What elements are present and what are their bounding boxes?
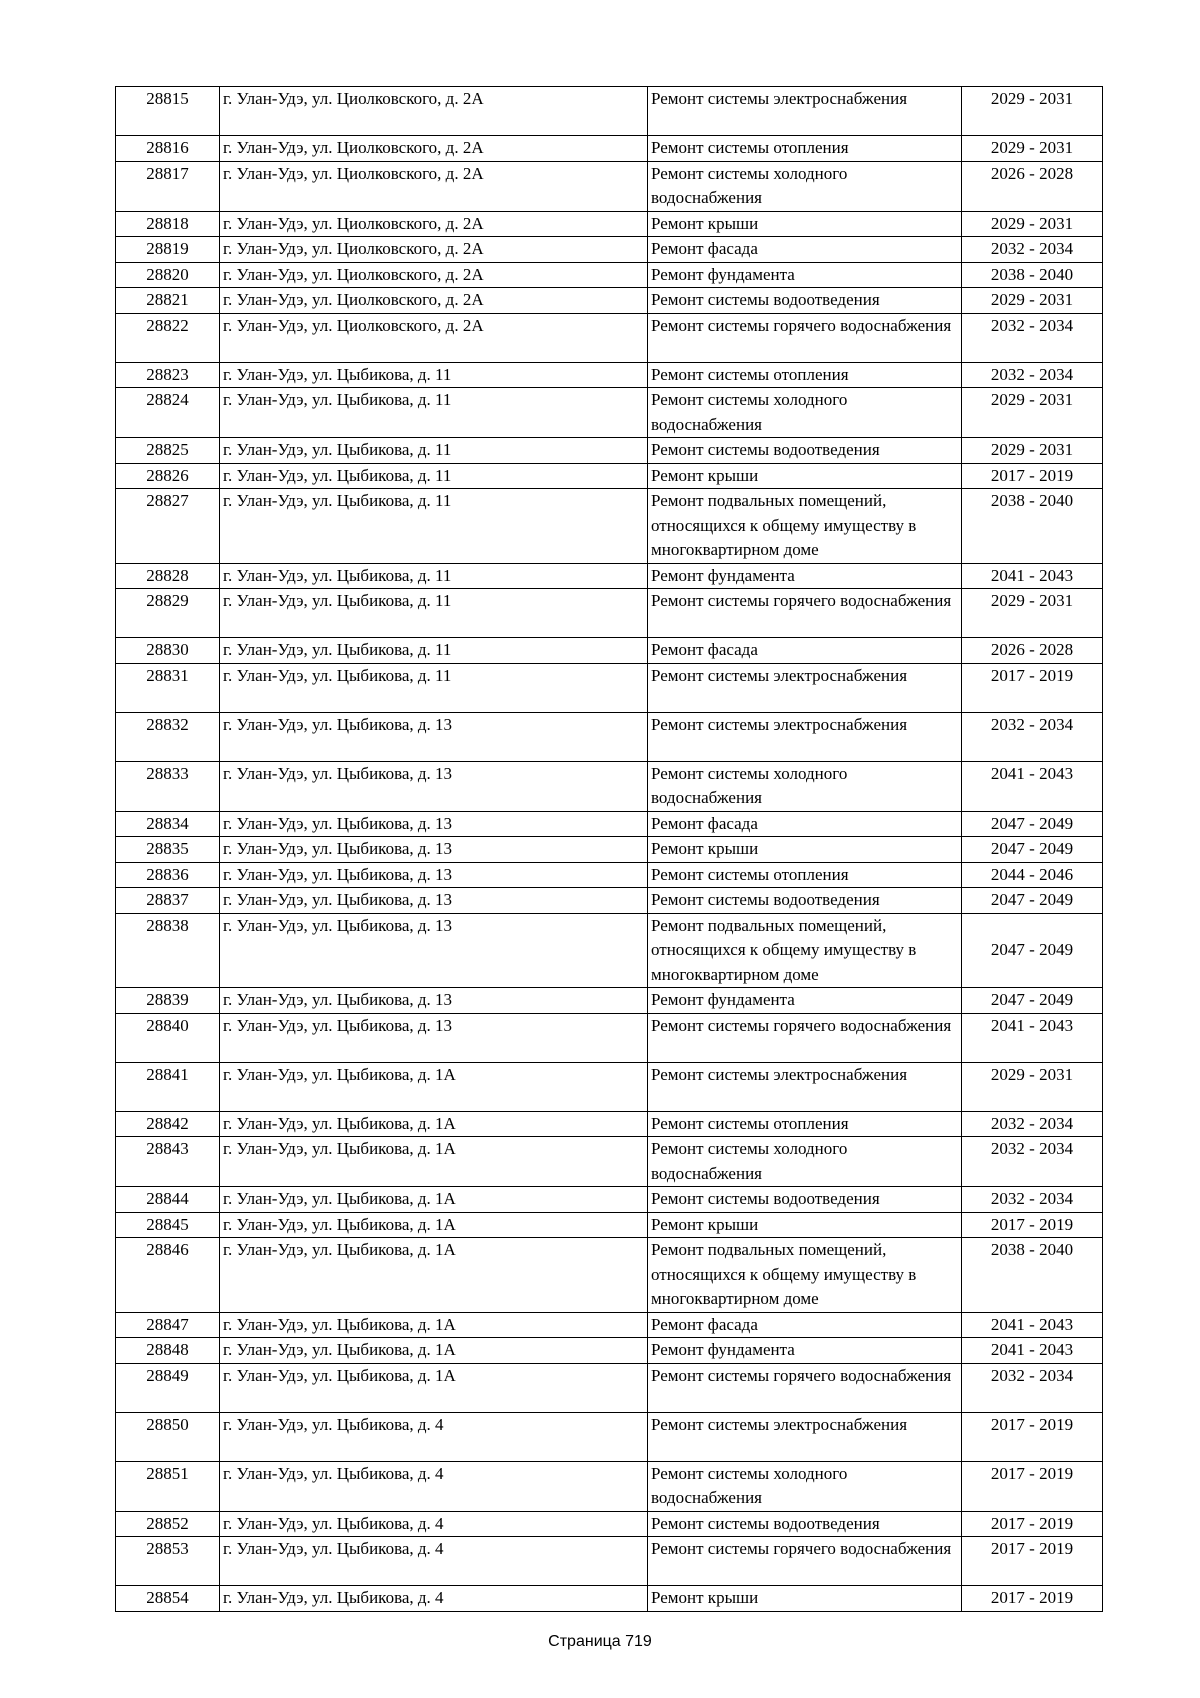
work-type-cell: Ремонт крыши [648, 1212, 962, 1238]
address-cell: г. Улан-Удэ, ул. Циолковского, д. 2А [220, 262, 648, 288]
work-type-cell: Ремонт подвальных помещений, относящихся к общему имуществу в многоквартирном доме [648, 489, 962, 564]
period-cell: 2041 - 2043 [962, 1312, 1103, 1338]
table-row [116, 463, 1103, 489]
work-type-cell: Ремонт крыши [648, 837, 962, 863]
work-type-cell: Ремонт фасада [648, 1312, 962, 1338]
work-type-cell: Ремонт системы горячего водоснабжения [648, 1363, 962, 1412]
table-row [116, 1511, 1103, 1537]
address-cell: г. Улан-Удэ, ул. Циолковского, д. 2А [220, 237, 648, 263]
address-cell: г. Улан-Удэ, ул. Циолковского, д. 2А [220, 211, 648, 237]
work-type-cell: Ремонт системы водоотведения [648, 438, 962, 464]
row-number-cell: 28854 [116, 1586, 220, 1612]
table-row [116, 1137, 1103, 1187]
period-cell: 2029 - 2031 [962, 211, 1103, 237]
table-row [116, 761, 1103, 811]
row-number-cell: 28829 [116, 589, 220, 638]
address-cell: г. Улан-Удэ, ул. Цыбикова, д. 1А [220, 1212, 648, 1238]
work-type-cell: Ремонт системы холодного водоснабжения [648, 1137, 962, 1187]
period-cell: 2017 - 2019 [962, 1537, 1103, 1586]
address-cell: г. Улан-Удэ, ул. Цыбикова, д. 13 [220, 761, 648, 811]
row-number-cell: 28820 [116, 262, 220, 288]
period-cell: 2041 - 2043 [962, 761, 1103, 811]
row-number-cell: 28822 [116, 313, 220, 362]
row-number-cell: 28843 [116, 1137, 220, 1187]
table-row [116, 1461, 1103, 1511]
address-cell: г. Улан-Удэ, ул. Цыбикова, д. 4 [220, 1412, 648, 1461]
row-number-cell: 28828 [116, 563, 220, 589]
table-row [116, 888, 1103, 914]
work-type-cell: Ремонт системы электроснабжения [648, 1412, 962, 1461]
work-type-cell: Ремонт системы холодного водоснабжения [648, 388, 962, 438]
work-type-cell: Ремонт фасада [648, 638, 962, 664]
row-number-cell: 28830 [116, 638, 220, 664]
table-row [116, 1586, 1103, 1612]
address-cell: г. Улан-Удэ, ул. Цыбикова, д. 1А [220, 1137, 648, 1187]
work-type-cell: Ремонт системы отопления [648, 862, 962, 888]
work-type-cell: Ремонт системы холодного водоснабжения [648, 161, 962, 211]
table-row [116, 837, 1103, 863]
table-row [116, 211, 1103, 237]
period-cell: 2038 - 2040 [962, 489, 1103, 564]
table-row [116, 1187, 1103, 1213]
work-type-cell: Ремонт системы отопления [648, 136, 962, 162]
table-row [116, 663, 1103, 712]
period-cell: 2017 - 2019 [962, 1461, 1103, 1511]
table-row [116, 161, 1103, 211]
period-cell: 2029 - 2031 [962, 388, 1103, 438]
period-cell: 2047 - 2049 [962, 913, 1103, 988]
period-cell: 2032 - 2034 [962, 1111, 1103, 1137]
address-cell: г. Улан-Удэ, ул. Цыбикова, д. 13 [220, 712, 648, 761]
address-cell: г. Улан-Удэ, ул. Цыбикова, д. 1А [220, 1062, 648, 1111]
row-number-cell: 28845 [116, 1212, 220, 1238]
table-row [116, 862, 1103, 888]
table-row [116, 638, 1103, 664]
row-number-cell: 28821 [116, 288, 220, 314]
address-cell: г. Улан-Удэ, ул. Цыбикова, д. 11 [220, 489, 648, 564]
row-number-cell: 28835 [116, 837, 220, 863]
table-row [116, 589, 1103, 638]
address-cell: г. Улан-Удэ, ул. Цыбикова, д. 11 [220, 663, 648, 712]
work-type-cell: Ремонт системы электроснабжения [648, 712, 962, 761]
work-type-cell: Ремонт крыши [648, 211, 962, 237]
work-type-cell: Ремонт системы отопления [648, 362, 962, 388]
table-row [116, 1363, 1103, 1412]
work-type-cell: Ремонт системы холодного водоснабжения [648, 761, 962, 811]
row-number-cell: 28847 [116, 1312, 220, 1338]
period-cell: 2032 - 2034 [962, 313, 1103, 362]
row-number-cell: 28846 [116, 1238, 220, 1313]
address-cell: г. Улан-Удэ, ул. Цыбикова, д. 1А [220, 1338, 648, 1364]
address-cell: г. Улан-Удэ, ул. Циолковского, д. 2А [220, 136, 648, 162]
table-row [116, 988, 1103, 1014]
period-cell: 2032 - 2034 [962, 237, 1103, 263]
table-row [116, 87, 1103, 136]
work-type-cell: Ремонт системы электроснабжения [648, 87, 962, 136]
period-cell: 2038 - 2040 [962, 1238, 1103, 1313]
work-type-cell: Ремонт системы холодного водоснабжения [648, 1461, 962, 1511]
address-cell: г. Улан-Удэ, ул. Цыбикова, д. 4 [220, 1461, 648, 1511]
period-cell: 2017 - 2019 [962, 1511, 1103, 1537]
row-number-cell: 28819 [116, 237, 220, 263]
row-number-cell: 28842 [116, 1111, 220, 1137]
period-cell: 2041 - 2043 [962, 563, 1103, 589]
period-cell: 2032 - 2034 [962, 1363, 1103, 1412]
row-number-cell: 28834 [116, 811, 220, 837]
address-cell: г. Улан-Удэ, ул. Циолковского, д. 2А [220, 161, 648, 211]
work-type-cell: Ремонт системы электроснабжения [648, 663, 962, 712]
work-type-cell: Ремонт фундамента [648, 563, 962, 589]
period-cell: 2041 - 2043 [962, 1013, 1103, 1062]
address-cell: г. Улан-Удэ, ул. Цыбикова, д. 4 [220, 1586, 648, 1612]
period-cell: 2029 - 2031 [962, 87, 1103, 136]
work-type-cell: Ремонт системы водоотведения [648, 1511, 962, 1537]
period-cell: 2026 - 2028 [962, 638, 1103, 664]
table-row [116, 262, 1103, 288]
address-cell: г. Улан-Удэ, ул. Цыбикова, д. 1А [220, 1238, 648, 1313]
period-cell: 2017 - 2019 [962, 663, 1103, 712]
table-row [116, 913, 1103, 988]
row-number-cell: 28839 [116, 988, 220, 1014]
period-cell: 2038 - 2040 [962, 262, 1103, 288]
address-cell: г. Улан-Удэ, ул. Цыбикова, д. 1А [220, 1111, 648, 1137]
table-row [116, 1111, 1103, 1137]
period-cell: 2032 - 2034 [962, 712, 1103, 761]
period-cell: 2029 - 2031 [962, 438, 1103, 464]
row-number-cell: 28826 [116, 463, 220, 489]
row-number-cell: 28850 [116, 1412, 220, 1461]
table-row [116, 288, 1103, 314]
period-cell: 2044 - 2046 [962, 862, 1103, 888]
period-cell: 2029 - 2031 [962, 136, 1103, 162]
work-type-cell: Ремонт системы водоотведения [648, 888, 962, 914]
table-row [116, 1062, 1103, 1111]
address-cell: г. Улан-Удэ, ул. Цыбикова, д. 11 [220, 362, 648, 388]
row-number-cell: 28844 [116, 1187, 220, 1213]
address-cell: г. Улан-Удэ, ул. Цыбикова, д. 11 [220, 388, 648, 438]
period-cell: 2047 - 2049 [962, 888, 1103, 914]
address-cell: г. Улан-Удэ, ул. Цыбикова, д. 13 [220, 837, 648, 863]
work-type-cell: Ремонт системы водоотведения [648, 288, 962, 314]
address-cell: г. Улан-Удэ, ул. Цыбикова, д. 11 [220, 589, 648, 638]
address-cell: г. Улан-Удэ, ул. Цыбикова, д. 13 [220, 888, 648, 914]
address-cell: г. Улан-Удэ, ул. Цыбикова, д. 11 [220, 463, 648, 489]
address-cell: г. Улан-Удэ, ул. Циолковского, д. 2А [220, 87, 648, 136]
table-row [116, 388, 1103, 438]
work-type-cell: Ремонт крыши [648, 1586, 962, 1612]
table-row [116, 811, 1103, 837]
row-number-cell: 28831 [116, 663, 220, 712]
period-cell: 2047 - 2049 [962, 811, 1103, 837]
period-cell: 2029 - 2031 [962, 288, 1103, 314]
address-cell: г. Улан-Удэ, ул. Цыбикова, д. 11 [220, 638, 648, 664]
address-cell: г. Улан-Удэ, ул. Цыбикова, д. 11 [220, 563, 648, 589]
address-cell: г. Улан-Удэ, ул. Цыбикова, д. 4 [220, 1511, 648, 1537]
table-row [116, 712, 1103, 761]
address-cell: г. Улан-Удэ, ул. Цыбикова, д. 4 [220, 1537, 648, 1586]
row-number-cell: 28833 [116, 761, 220, 811]
period-cell: 2047 - 2049 [962, 837, 1103, 863]
period-cell: 2017 - 2019 [962, 1212, 1103, 1238]
address-cell: г. Улан-Удэ, ул. Цыбикова, д. 13 [220, 913, 648, 988]
table-row [116, 237, 1103, 263]
period-cell: 2017 - 2019 [962, 1412, 1103, 1461]
table-row [116, 489, 1103, 564]
table-row [116, 1312, 1103, 1338]
period-cell: 2026 - 2028 [962, 161, 1103, 211]
table-row [116, 362, 1103, 388]
address-cell: г. Улан-Удэ, ул. Циолковского, д. 2А [220, 313, 648, 362]
address-cell: г. Улан-Удэ, ул. Цыбикова, д. 1А [220, 1187, 648, 1213]
row-number-cell: 28825 [116, 438, 220, 464]
row-number-cell: 28817 [116, 161, 220, 211]
period-cell: 2041 - 2043 [962, 1338, 1103, 1364]
work-type-cell: Ремонт системы водоотведения [648, 1187, 962, 1213]
address-cell: г. Улан-Удэ, ул. Циолковского, д. 2А [220, 288, 648, 314]
row-number-cell: 28853 [116, 1537, 220, 1586]
work-type-cell: Ремонт системы электроснабжения [648, 1062, 962, 1111]
table-row [116, 1013, 1103, 1062]
row-number-cell: 28815 [116, 87, 220, 136]
period-cell: 2032 - 2034 [962, 1187, 1103, 1213]
work-type-cell: Ремонт системы горячего водоснабжения [648, 589, 962, 638]
work-type-cell: Ремонт подвальных помещений, относящихся к общему имуществу в многоквартирном доме [648, 1238, 962, 1313]
work-type-cell: Ремонт фундамента [648, 988, 962, 1014]
row-number-cell: 28838 [116, 913, 220, 988]
period-cell: 2017 - 2019 [962, 1586, 1103, 1612]
row-number-cell: 28818 [116, 211, 220, 237]
address-cell: г. Улан-Удэ, ул. Цыбикова, д. 11 [220, 438, 648, 464]
row-number-cell: 28832 [116, 712, 220, 761]
row-number-cell: 28816 [116, 136, 220, 162]
period-cell: 2029 - 2031 [962, 589, 1103, 638]
work-type-cell: Ремонт фундамента [648, 1338, 962, 1364]
table-row [116, 313, 1103, 362]
table-row [116, 1537, 1103, 1586]
address-cell: г. Улан-Удэ, ул. Цыбикова, д. 13 [220, 811, 648, 837]
row-number-cell: 28840 [116, 1013, 220, 1062]
address-cell: г. Улан-Удэ, ул. Цыбикова, д. 13 [220, 988, 648, 1014]
work-type-cell: Ремонт подвальных помещений, относящихся к общему имуществу в многоквартирном доме [648, 913, 962, 988]
work-type-cell: Ремонт крыши [648, 463, 962, 489]
page-number: Страница 719 [548, 1633, 652, 1650]
work-type-cell: Ремонт системы горячего водоснабжения [648, 313, 962, 362]
period-cell: 2017 - 2019 [962, 463, 1103, 489]
table-row [116, 1238, 1103, 1313]
row-number-cell: 28823 [116, 362, 220, 388]
address-cell: г. Улан-Удэ, ул. Цыбикова, д. 1А [220, 1312, 648, 1338]
work-type-cell: Ремонт фасада [648, 237, 962, 263]
address-cell: г. Улан-Удэ, ул. Цыбикова, д. 13 [220, 862, 648, 888]
period-cell: 2047 - 2049 [962, 988, 1103, 1014]
row-number-cell: 28841 [116, 1062, 220, 1111]
work-type-cell: Ремонт фасада [648, 811, 962, 837]
row-number-cell: 28851 [116, 1461, 220, 1511]
repair-schedule-table [115, 86, 1103, 1612]
row-number-cell: 28852 [116, 1511, 220, 1537]
period-cell: 2032 - 2034 [962, 362, 1103, 388]
table-row [116, 1412, 1103, 1461]
table-body [116, 87, 1103, 1612]
table-row [116, 438, 1103, 464]
address-cell: г. Улан-Удэ, ул. Цыбикова, д. 1А [220, 1363, 648, 1412]
row-number-cell: 28824 [116, 388, 220, 438]
work-type-cell: Ремонт системы горячего водоснабжения [648, 1013, 962, 1062]
period-cell: 2032 - 2034 [962, 1137, 1103, 1187]
row-number-cell: 28848 [116, 1338, 220, 1364]
table-row [116, 1212, 1103, 1238]
table-row [116, 563, 1103, 589]
row-number-cell: 28849 [116, 1363, 220, 1412]
row-number-cell: 28827 [116, 489, 220, 564]
work-type-cell: Ремонт системы отопления [648, 1111, 962, 1137]
row-number-cell: 28837 [116, 888, 220, 914]
table-row [116, 1338, 1103, 1364]
period-cell: 2029 - 2031 [962, 1062, 1103, 1111]
table-row [116, 136, 1103, 162]
row-number-cell: 28836 [116, 862, 220, 888]
work-type-cell: Ремонт системы горячего водоснабжения [648, 1537, 962, 1586]
address-cell: г. Улан-Удэ, ул. Цыбикова, д. 13 [220, 1013, 648, 1062]
work-type-cell: Ремонт фундамента [648, 262, 962, 288]
